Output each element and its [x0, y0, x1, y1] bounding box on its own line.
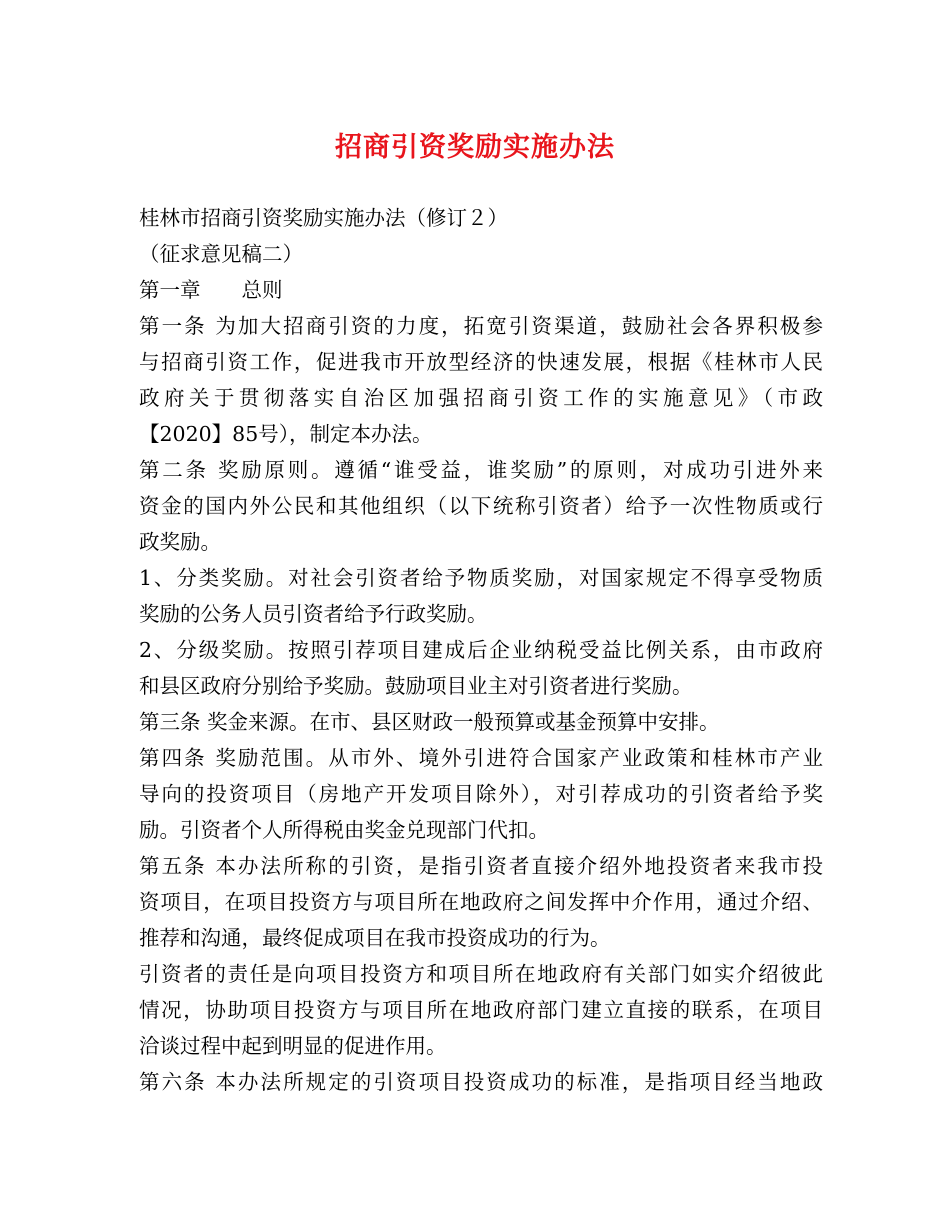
- paragraph-line: 励。引资者个人所得税由奖金兑现部门代扣。: [139, 818, 549, 842]
- paragraph-line: 第三条 奖金来源。在市、县区财政一般预算或基金预算中安排。: [139, 710, 720, 734]
- paragraph-line: 资金的国内外公民和其他组织（以下统称引资者）给予一次性物质或行: [139, 494, 823, 518]
- paragraph-line: 情况，协助项目投资方与项目所在地政府部门建立直接的联系，在项目: [139, 998, 823, 1022]
- document-title: 招商引资奖励实施办法: [335, 132, 615, 163]
- paragraph-line: 第二条 奖励原则。遵循“谁受益，谁奖励”的原则，对成功引进外来: [139, 458, 823, 482]
- paragraph-line: 导向的投资项目（房地产开发项目除外），对引荐成功的引资者给予奖: [139, 782, 823, 806]
- paragraph-line: 引资者的责任是向项目投资方和项目所在地政府有关部门如实介绍彼此: [139, 962, 823, 986]
- paragraph-line: 和县区政府分别给予奖励。鼓励项目业主对引资者进行奖励。: [139, 674, 693, 698]
- draft-note-line: （征求意见稿二）: [139, 242, 303, 266]
- paragraph-line: 1、分类奖励。对社会引资者给予物质奖励，对国家规定不得享受物质: [139, 566, 823, 590]
- chapter-heading: 第一章 总则: [139, 278, 283, 302]
- paragraph-line: 第四条 奖励范围。从市外、境外引进符合国家产业政策和桂林市产业: [139, 746, 823, 770]
- paragraph-line: 奖励的公务人员引资者给予行政奖励。: [139, 602, 488, 626]
- document-body: [139, 200, 823, 1100]
- paragraph-line: 与招商引资工作，促进我市开放型经济的快速发展，根据《桂林市人民: [139, 350, 823, 374]
- paragraph-line: 资项目，在项目投资方与项目所在地政府之间发挥中介作用，通过介绍、: [139, 890, 823, 914]
- paragraph-line: 政奖励。: [139, 530, 221, 554]
- paragraph-line: 【2020】85号），制定本办法。: [139, 422, 433, 446]
- paragraph-line: 第六条 本办法所规定的引资项目投资成功的标准，是指项目经当地政: [139, 1070, 823, 1094]
- paragraph-line: 推荐和沟通，最终促成项目在我市投资成功的行为。: [139, 926, 611, 950]
- subtitle-line: 桂林市招商引资奖励实施办法（修订２）: [139, 206, 508, 230]
- paragraph-line: 第五条 本办法所称的引资，是指引资者直接介绍外地投资者来我市投: [139, 854, 823, 878]
- paragraph-line: 第一条 为加大招商引资的力度，拓宽引资渠道，鼓励社会各界积极参: [139, 314, 823, 338]
- paragraph-line: 洽谈过程中起到明显的促进作用。: [139, 1034, 447, 1058]
- paragraph-line: 2、分级奖励。按照引荐项目建成后企业纳税受益比例关系，由市政府: [139, 638, 823, 662]
- paragraph-line: 政府关于贯彻落实自治区加强招商引资工作的实施意见》（市政: [139, 386, 823, 410]
